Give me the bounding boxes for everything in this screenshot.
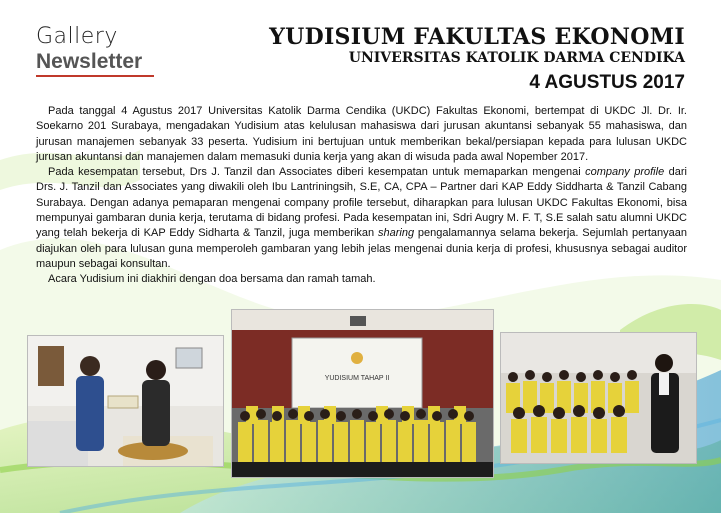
paragraph-2-part-c: dari Drs. J. Tanzil dan Associates yang diwakili oleh Ibu Lantriningsih, S.E, CA, CPA – Partner dari KAP Eddy Siddharta & Tanzil Cabang Surabaya. Dengan adanya pemaparan mengenai company profile tersebut, diharapkan para lulusan UKDC Fakultas Ekonomi, bisa mempunyai gambaran dunia kerja, terutama di bidang profesi. Pada kesempatan ini, Sdri Augry M. F. T, S.E salah satu alumni UKDC yang telah bekerja di KAP Eddy Sidharta & Tanzil, juga memberikan (36, 166, 688, 240)
photo-gift-presentation (27, 335, 224, 467)
photo-audience-speaker (500, 332, 697, 464)
article-title: YUDISIUM FAKULTAS EKONOMI (269, 24, 685, 50)
screen-title-text: YUDISIUM TAHAP II (324, 375, 390, 382)
newsletter-brand (36, 24, 154, 77)
brand-underline (36, 75, 154, 77)
article-body (36, 104, 687, 288)
paragraph-2-italic-sharing: sharing (377, 227, 415, 240)
paragraph-2-part-a: Pada kesempatan tersebut, Drs J. Tanzil dan Associates diberi kesempatan untuk memaparkan mengenai (48, 166, 586, 179)
paragraph-3: Acara Yudisium ini diakhiri dengan doa bersama dan ramah tamah. (48, 273, 376, 286)
paragraph-2-italic-company-profile: company profile (585, 166, 665, 179)
newsletter-label: Newsletter (36, 50, 143, 73)
article-subtitle: UNIVERSITAS KATOLIK DARMA CENDIKA (348, 50, 685, 66)
article-date: 4 AGUSTUS 2017 (529, 72, 685, 93)
article-header (269, 24, 685, 94)
photo-group-with-screen (231, 309, 494, 478)
paragraph-2-part-e: pengalamannya selama bekerja. Sejumlah pertanyaan diajukan oleh para lulusan guna memperoleh gambaran yang lebih jelas mengenai dunia kerja di profesi, khususnya sebagai auditor maupun sebagai konsultan. (36, 227, 687, 270)
paragraph-2 (36, 165, 687, 272)
gallery-label: Gallery (36, 24, 118, 49)
paragraph-1: Pada tanggal 4 Agustus 2017 Universitas Katolik Darma Cendika (UKDC) Fakultas Ekonomi, bertempat di UKDC Jl. Dr. Ir. Soekarno 201 Surabaya, mengadakan Yudisium atas kelulusan mahasiswa dari jurusan akuntansi sebanyak 55 mahasiswa, dan jurusan manajemen sebanyak 33 peserta. Yudisium ini bertujuan untuk memberikan bekal/persiapan kepada para lulusan UKDC jurusan akuntansi dan manajemen dalam memasuki dunia kerja yang akan di wisuda pada awal Nopember 2017. (36, 105, 687, 163)
